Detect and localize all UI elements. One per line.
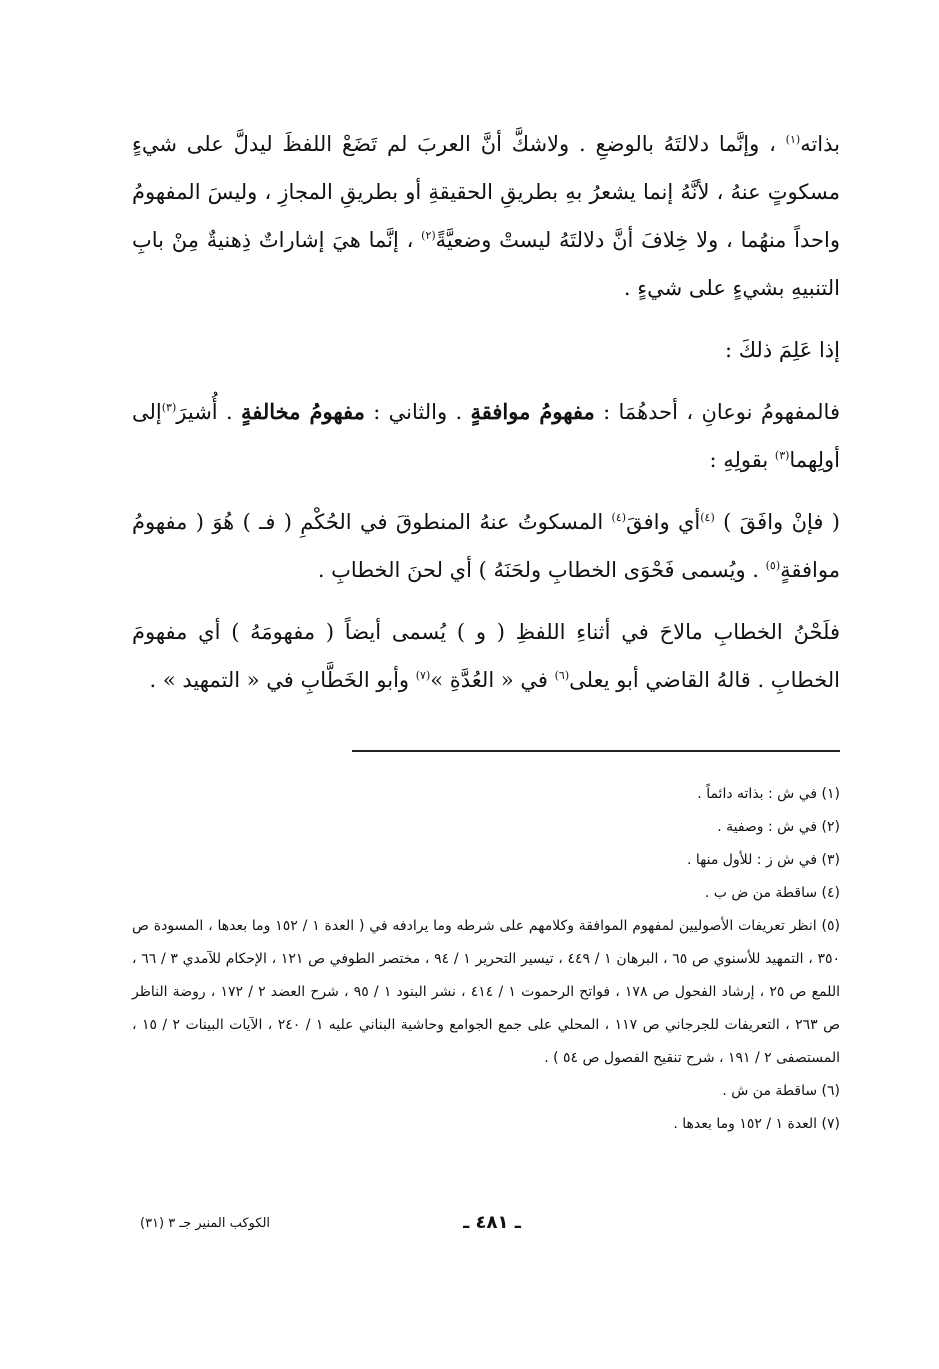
footnote-ref: (٢) [421, 229, 436, 242]
footnote-7: (٧) العدة ١ / ١٥٢ وما بعدها . [673, 1116, 840, 1132]
footnote-separator [352, 750, 840, 752]
paragraph-1 [132, 120, 840, 312]
bold-term: مفهومُ مخالفةٍ [241, 399, 365, 424]
text-run: بقولِهِ : [709, 448, 775, 472]
footnote-ref: (٤) [611, 511, 627, 524]
footnote-ref: (٤) [700, 511, 715, 524]
text-run: ، إنَّما هيَ إشاراتٌ ذِهنيةٌ مِنْ بابِ التنبيهِ بشيءٍ على شيءٍ . [132, 228, 840, 300]
footnote-5: (٥) انظر تعريفات الأصوليين لمفهوم الموافقة وكلامهم على شرطه وما يرادفه في ( العدة ١ / ١٥٢ وما بعدها ، المسودة ص ٣٥٠ ، التمهيد للأسنوي ص ٦٥ ، البرهان ١ / ٤٤٩ ، تيسير التحرير ١ / ٩٤ ، مختصر الطوفي ص ١٢١ ، الإحكام للآمدي ٣ / ٦٦ ، اللمع ص ٢٥ ، إرشاد الفحول ص ١٧٨ ، فواتح الرحموت ١ / ٤١٤ ، نشر البنود ١ / ٩٥ ، شرح العضد ٢ / ١٧٢ ، روضة الناظر ص ٢٦٣ ، التعريفات للجرجاني ص ١١٧ ، المحلي على جمع الجوامع وحاشية البناني عليه ١ / ٢٤٠ ، الآيات البينات ٢ / ١٥ ، المستصفى ٢ / ١٩١ ، شرح تنقيح الفصول ص ٥٤ ) . [132, 918, 841, 1066]
text-run: وأبو الخَطَّابِ في « التمهيد » . [149, 668, 416, 692]
page-number: ـ ٤٨١ ـ [463, 1212, 521, 1233]
footnote-ref: (٥) [765, 559, 781, 572]
text-run: ( فإنْ وافَقَ ) [714, 510, 840, 534]
paragraph-5 [132, 608, 840, 704]
text-run: فالمفهومُ نوعانِ ، أحدهُمَا : [594, 400, 840, 424]
main-text-block [132, 120, 840, 718]
text-run: إلى أولِهما [132, 400, 840, 472]
paragraph-4 [132, 498, 840, 594]
footnote-3: (٣) في ش ز : للأول منها . [687, 852, 840, 868]
paragraph-3 [132, 388, 840, 484]
bold-term: مفهومُ موافقةٍ [470, 399, 595, 424]
paragraph-2 [132, 326, 840, 374]
footnote-ref: (٣) [774, 449, 790, 462]
page-footer [132, 1212, 840, 1242]
text-run: إذا عَلِمَ ذلكَ : [724, 338, 840, 362]
footnote-2: (٢) في ش : وصفية . [717, 819, 840, 835]
footnote-6: (٦) ساقطة من ش . [722, 1083, 840, 1099]
footnote-ref: (٧) [415, 669, 431, 682]
text-run: . ويُسمى فَحْوَى الخطابِ ولحَنَهُ ) أي لحنَ الخطابِ . [317, 558, 766, 582]
footnote-ref: (١) [785, 133, 801, 146]
text-run: أي وافقَ [626, 510, 701, 534]
text-run: بذاته [800, 132, 840, 156]
text-run: . أُشيرَ [176, 400, 241, 424]
text-run: المسكوتُ عنهُ المنطوقَ في الحُكْمِ ( فـ ) هُوَ ( مفهومُ موافقةٍ [132, 510, 840, 582]
book-reference: الكوكب المنير جـ ٣ (٣١) [140, 1216, 271, 1231]
footnote-ref: (٣) [161, 401, 177, 414]
footnote-4: (٤) ساقطة من ض ب . [704, 885, 840, 901]
text-run: فلَحْنُ الخطابِ مالاحَ في أثناءِ اللفظِ ( و ) يُسمى أيضاً ( مفهومَهُ ) أي مفهومَ الخطابِ . قالهُ القاضي أبو يعلى [132, 620, 840, 692]
text-run: . والثاني : [364, 400, 471, 424]
text-run: ، وإنَّما دلالتَهُ بالوضعِ . ولاشكَّ أنَّ العربَ لم تَضَعْ اللفظَ ليدلَّ على شيءٍ مسكوتٍ عنهُ ، لأنَّهُ إنما يشعرُ بهِ بطريقِ الحقيقةِ أو بطريقِ المجازِ ، وليسَ المفهومُ واحداً منهُما ، ولا خِلافَ أنَّ دلالتَهُ ليستْ وضعيَّةً [132, 132, 840, 252]
footnote-1: (١) في ش : بذاته دائماً . [697, 786, 840, 802]
text-run: في « العُدَّةِ » [430, 668, 555, 692]
footnote-ref: (٦) [554, 669, 570, 682]
footnotes-block [132, 778, 840, 1141]
